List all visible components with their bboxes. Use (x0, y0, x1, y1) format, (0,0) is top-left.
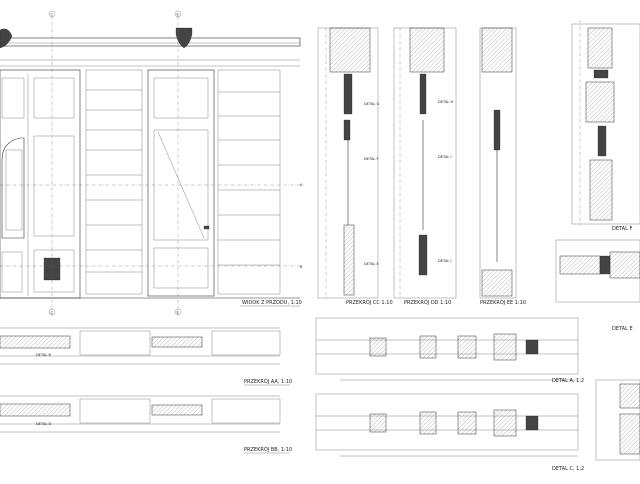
section-cc-title: PRZEKRÓJ CC 1:10 (346, 300, 393, 306)
detail-tag-b: DETAL B (36, 353, 52, 357)
section-aa-title: PRZEKRÓJ AA, 1:10 (244, 379, 293, 385)
detail-tag-i: DETAL I (438, 155, 452, 159)
section-bb (0, 396, 292, 453)
detail-c-title: DETAL C, 1:2 (552, 466, 585, 472)
detail-f-title: DETAL F (612, 226, 633, 232)
left-ornament (0, 29, 12, 48)
marker-c-bottom: C (50, 310, 54, 315)
section-ee-title: PRZEKRÓJ EE 1:10 (480, 300, 526, 306)
center-ornament (176, 28, 192, 48)
detail-tag-e-cc: DETAL E (364, 262, 379, 266)
detail-tag-g: DETAL G (364, 102, 380, 106)
detail-f (572, 20, 640, 232)
marker-b: B (300, 265, 303, 269)
section-cc (318, 28, 393, 306)
detail-e (556, 240, 640, 332)
detail-tag-h: DETAL H (438, 100, 454, 104)
section-aa (0, 328, 292, 385)
front-elevation (0, 11, 303, 315)
section-bb-title: PRZEKRÓJ BB, 1:10 (244, 447, 293, 453)
elevation-title: WIDOK Z PRZODU, 1:10 (242, 300, 302, 306)
detail-small-br (596, 380, 640, 460)
marker-a: A (300, 183, 303, 187)
marker-c-top: C (50, 12, 54, 17)
detail-tag-d: DETAL D (36, 422, 52, 426)
detail-a (316, 318, 584, 384)
section-dd (394, 28, 456, 306)
wall-panels (86, 70, 142, 294)
marker-e-bottom: E (176, 310, 179, 315)
detail-a-title: DETAL A, 1:2 (552, 378, 585, 384)
section-ee (480, 28, 526, 306)
marker-e-top: E (176, 12, 179, 17)
detail-tag-j: DETAL J (438, 259, 452, 263)
detail-e-title: DETAL E (612, 326, 633, 332)
detail-tag-f-cc: DETAL F (364, 157, 379, 161)
section-dd-title: PRZEKRÓJ DD 1:10 (404, 300, 452, 306)
detail-c (316, 394, 584, 472)
